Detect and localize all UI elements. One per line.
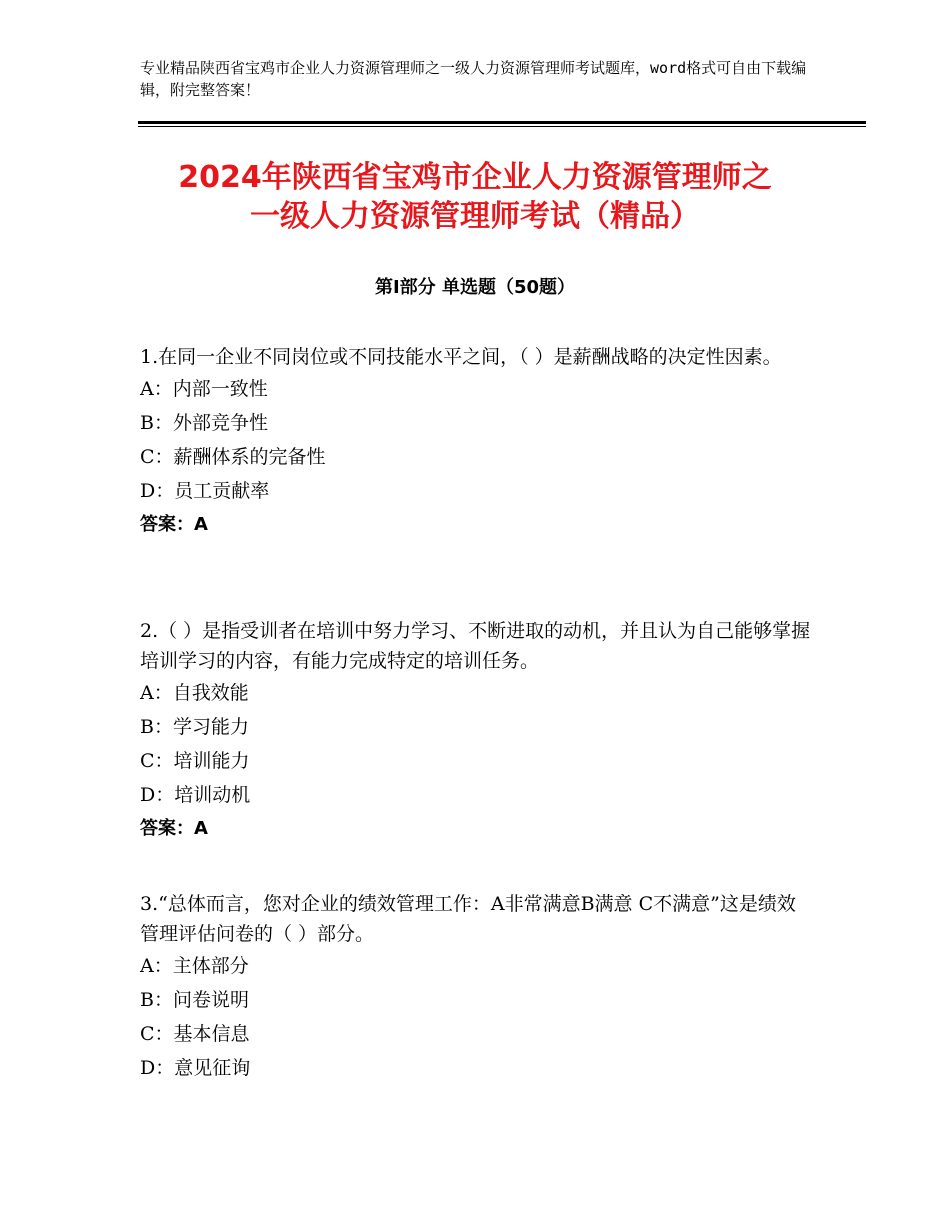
header-note: 专业精品陕西省宝鸡市企业人力资源管理师之一级人力资源管理师考试题库，word格式可自由下载编辑，附完整答案！ xyxy=(140,59,807,99)
option-c: C：基本信息 xyxy=(140,1023,250,1045)
title-line-2: 一级人力资源管理师考试（精品） xyxy=(250,199,700,234)
option-a: A：自我效能 xyxy=(140,682,249,704)
header-rule-thin xyxy=(138,126,866,127)
option-b: B：学习能力 xyxy=(140,716,249,738)
option-c: C：薪酬体系的完备性 xyxy=(140,446,326,468)
option-b: B：外部竞争性 xyxy=(140,412,268,434)
question-2 xyxy=(140,616,812,846)
question-stem: 1.在同一企业不同岗位或不同技能水平之间，（ ）是薪酬战略的决定性因素。 xyxy=(140,346,782,368)
option-a: A：主体部分 xyxy=(140,955,249,977)
question-1 xyxy=(140,342,812,542)
title-line-1: 2024年陕西省宝鸡市企业人力资源管理师之 xyxy=(178,160,772,195)
option-c: C：培训能力 xyxy=(140,750,250,772)
answer-label: 答案：A xyxy=(140,514,208,535)
question-stem: 3.“总体而言，您对企业的绩效管理工作：A非常满意B满意 C不满意”这是绩效管理评估问卷的（ ）部分。 xyxy=(140,893,796,945)
answer-label: 答案：A xyxy=(140,818,208,839)
option-a: A：内部一致性 xyxy=(140,378,268,400)
question-3 xyxy=(140,889,812,1085)
section-heading: 第Ⅰ部分 单选题（50题） xyxy=(374,277,575,298)
header-rule-thick xyxy=(138,121,866,124)
option-b: B：问卷说明 xyxy=(140,989,249,1011)
question-stem: 2.（ ）是指受训者在培训中努力学习、不断进取的动机，并且认为自己能够掌握培训学习的内容，有能力完成特定的培训任务。 xyxy=(140,620,811,672)
document-title xyxy=(0,158,950,236)
option-d: D：培训动机 xyxy=(140,784,251,806)
option-d: D：员工贡献率 xyxy=(140,480,270,502)
option-d: D：意见征询 xyxy=(140,1057,251,1079)
